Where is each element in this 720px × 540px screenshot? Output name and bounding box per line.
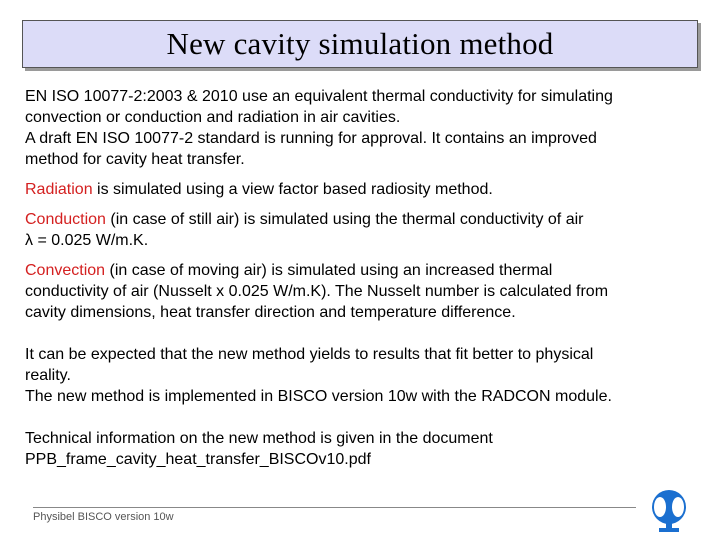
footer-text: Physibel BISCO version 10w xyxy=(33,511,174,523)
technical-line: Technical information on the new method is given in the document xyxy=(25,430,493,447)
radiation-paragraph xyxy=(25,179,705,200)
document-filename: PPB_frame_cavity_heat_transfer_BISCOv10.pdf xyxy=(25,451,371,468)
expectation-line: reality. xyxy=(25,367,71,384)
physibel-logo-icon xyxy=(644,489,694,533)
intro-line: EN ISO 10077-2:2003 & 2010 use an equivalent thermal conductivity for simulating xyxy=(25,88,613,105)
title-banner xyxy=(22,20,698,68)
convection-text: (in case of moving air) is simulated using an increased thermal xyxy=(105,262,553,279)
expectation-line: It can be expected that the new method yields to results that fit better to physical xyxy=(25,346,594,363)
expectation-line: The new method is implemented in BISCO version 10w with the RADCON module. xyxy=(25,388,612,405)
convection-keyword: Convection xyxy=(25,262,106,279)
footer-divider xyxy=(33,507,636,508)
conduction-paragraph xyxy=(25,209,705,251)
conduction-text: (in case of still air) is simulated using the thermal conductivity of air xyxy=(105,211,584,228)
intro-line: convection or conduction and radiation in air cavities. xyxy=(25,109,401,126)
conduction-keyword: Conduction xyxy=(25,211,106,228)
radiation-line xyxy=(25,179,705,200)
radiation-keyword: Radiation xyxy=(25,181,93,198)
intro-line: method for cavity heat transfer. xyxy=(25,151,245,168)
technical-paragraph xyxy=(25,428,705,470)
convection-paragraph xyxy=(25,260,705,323)
conduction-line xyxy=(25,209,705,230)
intro-line: A draft EN ISO 10077-2 standard is running for approval. It contains an improved xyxy=(25,130,597,147)
slide-body xyxy=(25,86,705,470)
radiation-text: is simulated using a view factor based radiosity method. xyxy=(92,181,493,198)
intro-paragraph xyxy=(25,86,705,170)
convection-line: conductivity of air (Nusselt x 0.025 W/m.K). The Nusselt number is calculated from xyxy=(25,283,609,300)
conduction-line: λ = 0.025 W/m.K. xyxy=(25,232,149,249)
page-title: New cavity simulation method xyxy=(166,26,554,61)
convection-line: cavity dimensions, heat transfer direction and temperature difference. xyxy=(25,304,516,321)
expectation-paragraph xyxy=(25,344,705,407)
convection-line xyxy=(25,260,705,281)
